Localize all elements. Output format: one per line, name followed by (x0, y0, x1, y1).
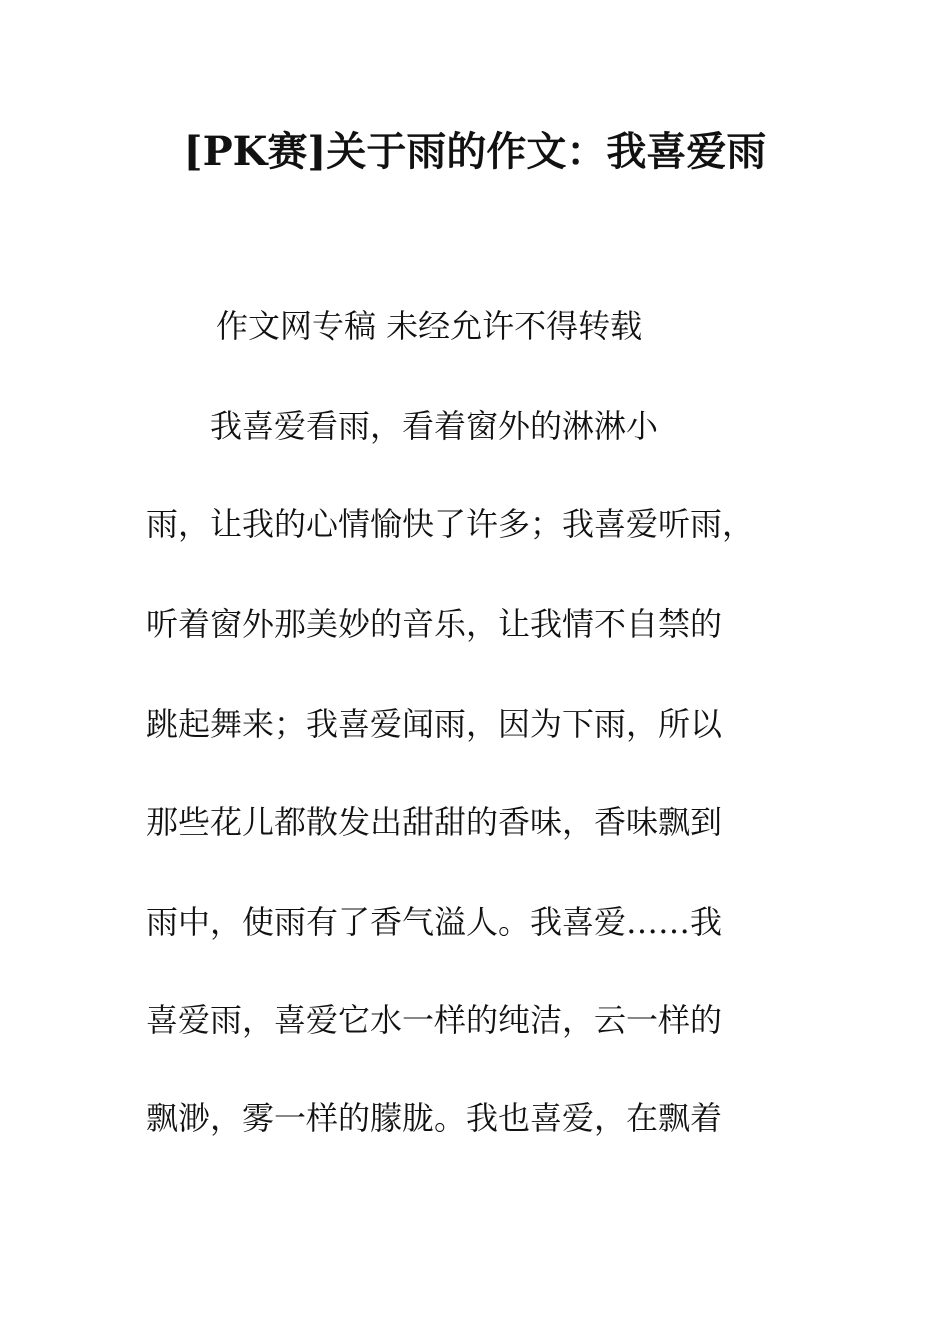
paragraph-line: 那些花儿都散发出甜甜的香味，香味飘到 (146, 803, 723, 841)
document-byline: 作文网专稿 未经允许不得转载 (216, 307, 643, 345)
paragraph-line: 飘渺，雾一样的朦胧。我也喜爱，在飘着 (146, 1099, 723, 1137)
paragraph-line: 喜爱雨，喜爱它水一样的纯洁，云一样的 (146, 1001, 723, 1039)
paragraph-line: 跳起舞来；我喜爱闻雨，因为下雨，所以 (146, 705, 723, 743)
paragraph-line: 我喜爱看雨，看着窗外的淋淋小 (146, 407, 659, 445)
paragraph-line: 听着窗外那美妙的音乐，让我情不自禁的 (146, 605, 723, 643)
paragraph-line: 雨，让我的心情愉快了许多；我喜爱听雨， (146, 505, 755, 543)
document-title: [PK赛]关于雨的作文：我喜爱雨 (183, 128, 767, 175)
paragraph-line: 雨中，使雨有了香气溢人。我喜爱……我 (146, 903, 723, 941)
